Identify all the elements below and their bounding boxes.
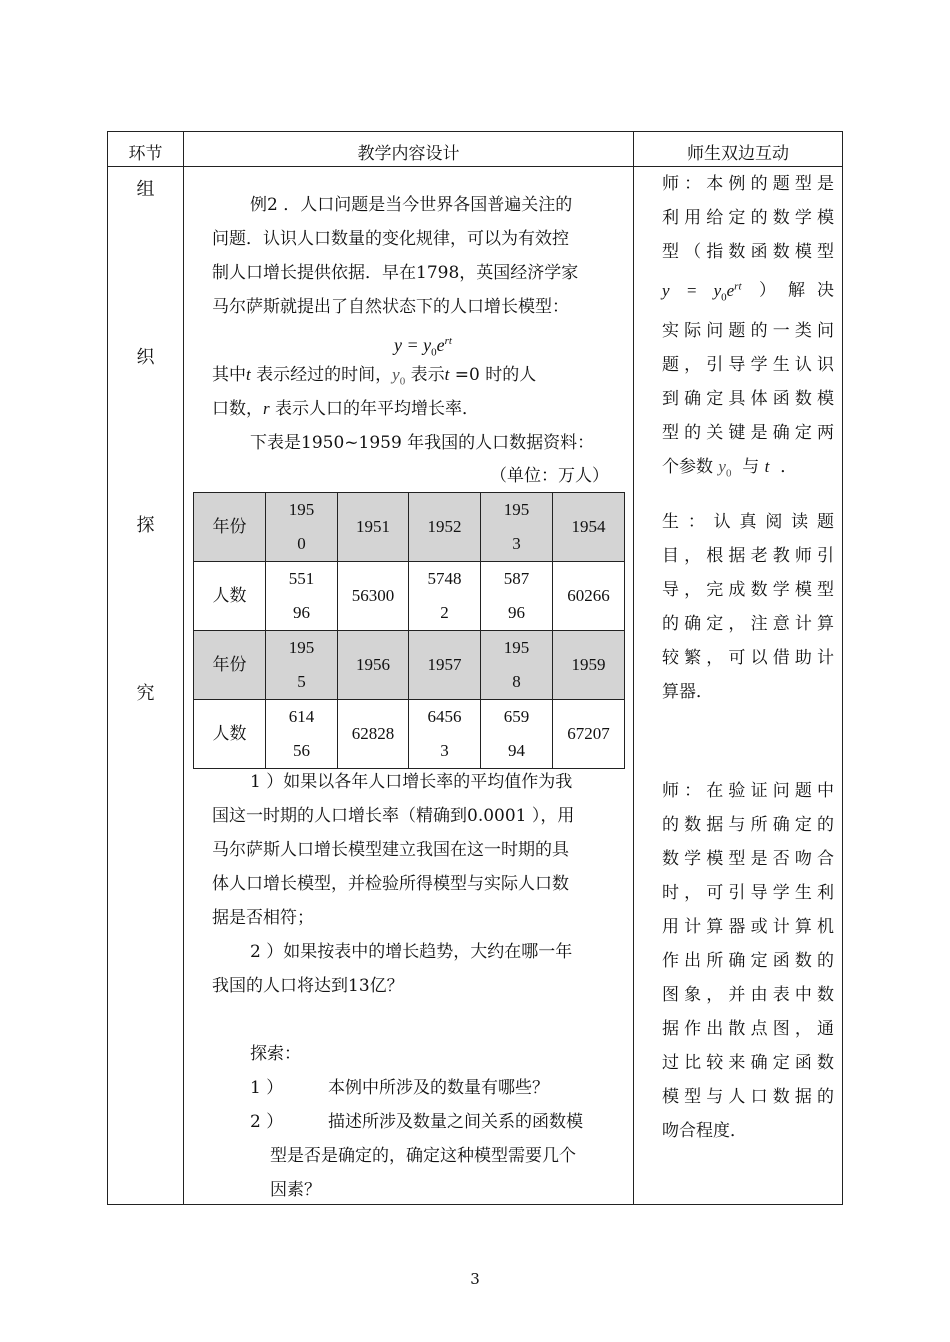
- table-cell: 195 8: [481, 631, 553, 700]
- explain-text-f: 表示人口的年平均增长率．: [269, 399, 480, 419]
- table-row: [194, 493, 625, 562]
- student-note-line-3: 导，完成数学模型: [662, 580, 834, 600]
- header-interaction: 师生双边互动: [687, 144, 789, 164]
- teacher-note-2-line-7: 图象，并由表中数: [662, 985, 834, 1005]
- table-cell: 614 56: [266, 700, 338, 769]
- stage-char-4: 究: [136, 683, 155, 704]
- question-line-4: 体人口增长模型，并检验所得模型与实际人口数: [212, 874, 569, 894]
- example-line-3: 制人口增长提供依据．早在1798，英国经济学家: [212, 263, 579, 283]
- var-y0: $y_0$: [392, 365, 406, 388]
- teacher-note-2-line-5: 用计算器或计算机: [662, 917, 834, 937]
- var-t-2: t: [444, 365, 450, 384]
- explain-text-b: 表示经过的时间，: [250, 365, 393, 385]
- header-content-design: 教学内容设计: [357, 144, 460, 164]
- explore-title: 探索：: [250, 1044, 301, 1064]
- explore-2-cont-1: 型是否是确定的，确定这种模型需要几个: [270, 1146, 576, 1166]
- table-cell: 6456 3: [409, 700, 481, 769]
- teacher-note-2-line-11: 吻合程度．: [662, 1121, 747, 1141]
- teacher-note-1-line-9: [662, 450, 834, 490]
- student-note-line-1: 生：认真阅读题: [662, 512, 834, 532]
- teacher-note-1-line-4: [662, 269, 834, 314]
- stage-char-1: 组: [136, 179, 155, 200]
- explore-2-cont-2: 因素？: [270, 1180, 321, 1200]
- table-right-border: [842, 131, 843, 1205]
- teacher-note-1-line-2: 利用给定的数学模: [662, 208, 834, 228]
- table-cell: 195 3: [481, 493, 553, 562]
- teacher-note-2-line-9: 过比较来确定函数: [662, 1053, 834, 1073]
- teacher-formula: $y = y_0e^{rt}$: [662, 280, 742, 304]
- teacher-note-2-line-1: 师：在验证问题中: [662, 781, 834, 801]
- params-text-a: 个参数: [662, 457, 713, 478]
- teacher-note-2-line-10: 模型与人口数据的: [662, 1087, 834, 1107]
- table-intro: 下表是1950~1959 年我国的人口数据资料：: [250, 433, 595, 453]
- question-line-1: 1 ）如果以各年人口增长率的平均值作为我: [250, 772, 573, 792]
- explore-2-number: 2 ）: [250, 1112, 284, 1132]
- teacher-note-1-line-5: 实际问题的一类问: [662, 321, 834, 342]
- explore-1-text: 本例中所涉及的数量有哪些？: [328, 1078, 549, 1098]
- student-note-line-5: 较繁，可以借助计: [662, 648, 834, 668]
- table-cell: 1954: [553, 493, 625, 562]
- teacher-note-1-line-6: 题，引导学生认识: [662, 355, 834, 376]
- question-line-2: 国这一时期的人口增长率（精确到0.0001 ），用: [212, 806, 575, 826]
- student-note-line-2: 目，根据老教师引: [662, 546, 834, 566]
- table-cell: 5748 2: [409, 562, 481, 631]
- student-note-line-4: 的确定，注意计算: [662, 614, 834, 634]
- table-unit: （单位：万人）: [490, 466, 609, 486]
- column-divider-2: [633, 131, 634, 1205]
- table-cell: 195 5: [266, 631, 338, 700]
- table-cell: 1951: [338, 493, 409, 562]
- example-line-4: 马尔萨斯就提出了自然状态下的人口增长模型：: [212, 297, 569, 317]
- population-table: [193, 492, 625, 769]
- explain-text-d: =0 时的人: [449, 365, 537, 385]
- student-note-line-6: 算器．: [662, 682, 713, 702]
- var-r: r: [263, 399, 270, 418]
- example-line-1: 例2 ．人口问题是当今世界各国普遍关注的: [250, 195, 573, 215]
- table-cell: 1957: [409, 631, 481, 700]
- question-line-5: 据是否相符；: [212, 908, 314, 928]
- table-cell: 56300: [338, 562, 409, 631]
- teacher-note-2-line-8: 据作出散点图，通: [662, 1019, 834, 1039]
- column-divider-1: [183, 131, 184, 1205]
- table-cell: 1952: [409, 493, 481, 562]
- row-label: 人数: [194, 562, 266, 631]
- row-label: 年份: [194, 631, 266, 700]
- table-cell: 67207: [553, 700, 625, 769]
- explore-1-number: 1 ）: [250, 1078, 284, 1098]
- teacher-note-2-line-4: 时，可引导学生利: [662, 883, 834, 903]
- table-cell: 60266: [553, 562, 625, 631]
- stage-char-2: 织: [136, 347, 155, 368]
- row-label: 人数: [194, 700, 266, 769]
- table-cell: 1956: [338, 631, 409, 700]
- row-label: 年份: [194, 493, 266, 562]
- stage-char-3: 探: [136, 515, 155, 536]
- param-y0: $y_0$: [718, 457, 732, 480]
- growth-formula: $y = y_0e^{rt}$: [394, 335, 452, 359]
- teacher-note-1: [662, 167, 834, 490]
- teacher-note-1-line-1: 师：本例的题型是: [662, 174, 834, 194]
- table-left-border: [107, 131, 108, 1205]
- example-line-2: 问题．认识人口数量的变化规律，可以为有效控: [212, 229, 569, 249]
- table-top-border: [107, 131, 843, 132]
- explain-text-e: 口数，: [212, 399, 263, 419]
- teacher-note-1-line-3: 型（指数函数模型: [662, 242, 834, 262]
- teacher-note-2-line-2: 的数据与所确定的: [662, 815, 834, 835]
- question-line-7: 我国的人口将达到13亿？: [212, 976, 404, 996]
- table-cell: 195 0: [266, 493, 338, 562]
- question-line-3: 马尔萨斯人口增长模型建立我国在这一时期的具: [212, 840, 569, 860]
- student-note: [662, 505, 834, 709]
- params-text-b: 与: [742, 457, 760, 478]
- question-line-6: 2 ）如果按表中的增长趋势，大约在哪一年: [250, 942, 573, 962]
- table-cell: 659 94: [481, 700, 553, 769]
- table-bottom-border: [107, 1204, 843, 1205]
- explore-2-text: 描述所涉及数量之间关系的函数模: [328, 1112, 583, 1132]
- param-t: t: [764, 457, 770, 477]
- table-cell: 62828: [338, 700, 409, 769]
- table-row: [194, 700, 625, 769]
- table-row: [194, 562, 625, 631]
- explain-text-a: 其中: [212, 365, 246, 385]
- params-text-c: ．: [780, 457, 798, 478]
- var-t: t: [246, 365, 251, 384]
- table-row: [194, 631, 625, 700]
- page-number: 3: [470, 1270, 480, 1288]
- teacher-note-2-line-3: 数学模型是否吻合: [662, 849, 834, 869]
- teacher-note-2-line-6: 作出所确定函数的: [662, 951, 834, 971]
- table-cell: 551 96: [266, 562, 338, 631]
- table-cell: 1959: [553, 631, 625, 700]
- teacher-note-1-line-7: 到确定具体函数模: [662, 389, 834, 410]
- explain-text-c: 表示: [405, 365, 445, 385]
- table-cell: 587 96: [481, 562, 553, 631]
- teacher-note-2: [662, 774, 834, 1148]
- teacher-formula-tail: ）解决: [758, 280, 835, 301]
- header-stage: 环节: [128, 144, 163, 164]
- explain-line-2: [212, 392, 479, 426]
- teacher-note-1-line-8: 型的关键是确定两: [662, 423, 834, 444]
